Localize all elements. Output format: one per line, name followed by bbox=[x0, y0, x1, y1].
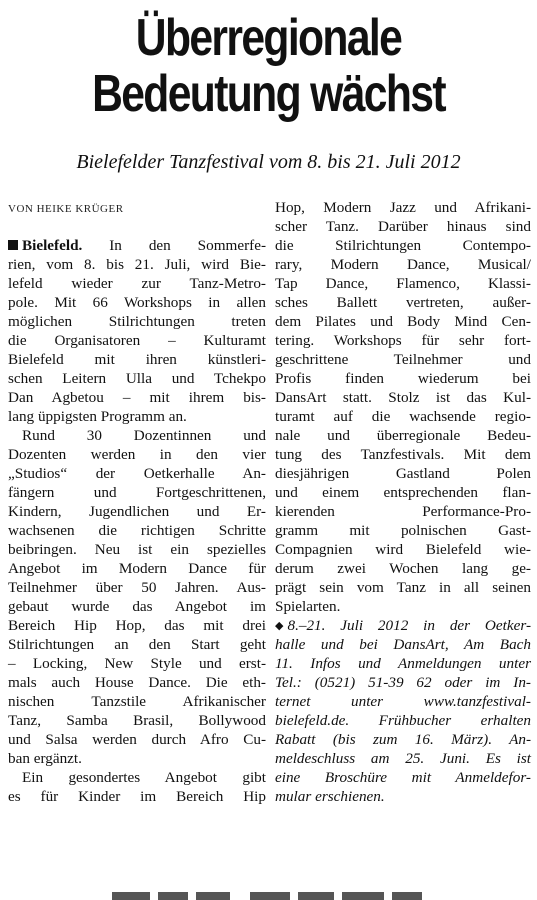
info-line: eine Broschüre mit Anmeldefor- bbox=[275, 769, 531, 786]
article-line: Spielarten. bbox=[275, 598, 341, 615]
article-line: möglichen Stilrichtungen treten bbox=[8, 313, 266, 330]
article-line: lefeld wieder zur Tanz-Metro- bbox=[8, 275, 266, 292]
diamond-bullet-icon: ◆ bbox=[275, 620, 284, 632]
dateline: Bielefeld. bbox=[22, 237, 83, 254]
article-line: rien, vom 8. bis 21. Juli, wird Bie- bbox=[8, 256, 266, 273]
article-line: Rund 30 Dozentinnen und bbox=[22, 427, 266, 444]
article-line: dem Pilates und Body Mind Cen- bbox=[275, 313, 531, 330]
article-line: die Organisatoren – Kulturamt bbox=[8, 332, 266, 349]
article-line: lang üppigsten Programm an. bbox=[8, 408, 187, 425]
article-line: gebaut wurde das Angebot im bbox=[8, 598, 266, 615]
article-line: und einem entsprechenden flan- bbox=[275, 484, 531, 501]
info-line: ternet unter www.tanzfestival- bbox=[275, 693, 531, 710]
article-line: Kindern, Jugendlichen und Er- bbox=[8, 503, 266, 520]
article-line: ban ergänzt. bbox=[8, 750, 82, 767]
headline-line-2: Bedeutung wächst bbox=[92, 65, 445, 123]
byline: VON HEIKE KRÜGER bbox=[8, 203, 124, 215]
article-line: Angebot im Modern Dance für bbox=[8, 560, 266, 577]
article-line: Bielefeld. In den Sommerfe- bbox=[8, 236, 266, 255]
article-line: Teilnehmer über 50 Jahren. Aus- bbox=[8, 579, 266, 596]
article-line: Compagnien wird Bielefeld wie- bbox=[275, 541, 531, 558]
article-line: diesjährigen Gastland Polen bbox=[275, 465, 531, 482]
article-line: turamt auf die wachsende regio- bbox=[275, 408, 531, 425]
article-line: „Studios“ der Oetkerhalle An- bbox=[8, 465, 266, 482]
article-line: und Salsa werden durch Afro Cu- bbox=[8, 731, 266, 748]
info-line: Tel.: (0521) 51-39 62 oder im In- bbox=[275, 674, 531, 691]
info-line: bielefeld.de. Frühbucher erhalten bbox=[275, 712, 531, 729]
article-line: wachsenen die richtigen Schritte bbox=[8, 522, 266, 539]
article-line: Profis finden wiederum bei bbox=[275, 370, 531, 387]
cropped-next-headline bbox=[0, 884, 537, 900]
article-line: Bereich Hip Hop, das mit drei bbox=[8, 617, 266, 634]
info-line: halle und bei DansArt, Am Bach bbox=[275, 636, 531, 653]
subheadline: Bielefelder Tanzfestival vom 8. bis 21. Juli 2012 bbox=[76, 151, 461, 173]
article-line: prägt sein vom Tanz in all seinen bbox=[275, 579, 531, 596]
article-line: mals auch House Dance. Die eth- bbox=[8, 674, 266, 691]
info-line: 11. Infos und Anmeldungen unter bbox=[275, 655, 531, 672]
article-line: Hop, Modern Jazz und Afrikani- bbox=[275, 199, 531, 216]
article-line: nischen Tanzstile Afrikanischer bbox=[8, 693, 266, 710]
headline-line-1: Überregionale bbox=[135, 9, 402, 67]
article-line: tung des Tanzfestivals. Mit dem bbox=[275, 446, 531, 463]
article-line: DansArt statt. Stolz ist das Kul- bbox=[275, 389, 531, 406]
lead-square-icon bbox=[8, 240, 18, 250]
info-box bbox=[275, 616, 531, 806]
article-line: sches Ballett vertreten, außer- bbox=[275, 294, 531, 311]
article-line: – Locking, New Style und erst- bbox=[8, 655, 266, 672]
info-line: ◆ 8.–21. Juli 2012 in der Oetker- bbox=[275, 617, 531, 634]
article-line: derum zwei Wochen lang ge- bbox=[275, 560, 531, 577]
article-line: schen Leitern Ulla und Tchekpo bbox=[8, 370, 266, 387]
article-line: fängern und Fortgeschrittenen, bbox=[8, 484, 266, 501]
article-line: Ein gesondertes Angebot gibt bbox=[22, 769, 266, 786]
article-line: scher Tanz. Darüber hinaus sind bbox=[275, 218, 531, 235]
article-line: Stilrichtungen an den Start geht bbox=[8, 636, 266, 653]
article-line: nale und überregionale Bedeu- bbox=[275, 427, 531, 444]
article-line: gramm mit polnischen Gast- bbox=[275, 522, 531, 539]
article-line: pole. Mit 66 Workshops in allen bbox=[8, 294, 266, 311]
article-line: Tap Dance, Flamenco, Klassi- bbox=[275, 275, 531, 292]
article-line: beibringen. Neu ist ein spezielles bbox=[8, 541, 266, 558]
article-line: geschrittene Teilnehmer und bbox=[275, 351, 531, 368]
article-line: es für Kinder im Bereich Hip bbox=[8, 788, 266, 805]
info-line: Rabatt (bis zum 16. März). An- bbox=[275, 731, 531, 748]
article-column-left bbox=[8, 236, 266, 806]
headline bbox=[48, 10, 488, 122]
info-line: meldeschluss am 25. Juni. Es ist bbox=[275, 750, 531, 767]
article-line: rary, Modern Dance, Musical/ bbox=[275, 256, 531, 273]
article-line: Tanz, Samba Brasil, Bollywood bbox=[8, 712, 266, 729]
article-line: Dozenten werden in den vier bbox=[8, 446, 266, 463]
article-line: Bielefeld mit ihren künstleri- bbox=[8, 351, 266, 368]
article-line: die Stilrichtungen Contempo- bbox=[275, 237, 531, 254]
article-column-right bbox=[275, 198, 531, 806]
article-line: kierenden Performance-Pro- bbox=[275, 503, 531, 520]
info-line: mular erschienen. bbox=[275, 788, 385, 805]
article-line: Dan Agbetou – mit ihrem bis- bbox=[8, 389, 266, 406]
article-line: tering. Workshops für sehr fort- bbox=[275, 332, 531, 349]
